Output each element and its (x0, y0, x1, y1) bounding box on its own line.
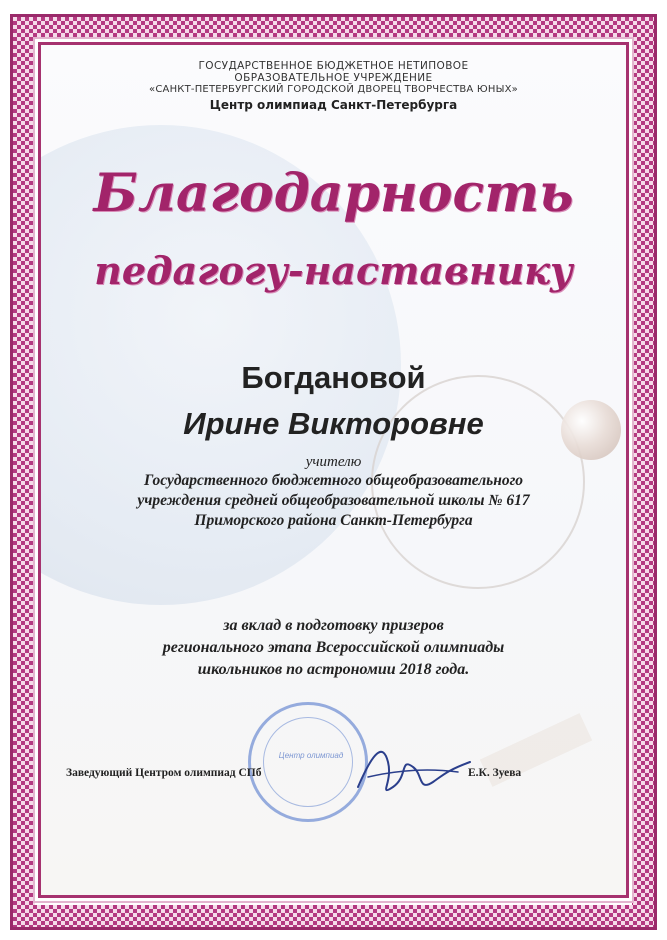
recipient-given-names: Ирине Викторовне (183, 406, 484, 441)
certificate-title: Благодарность (93, 163, 574, 224)
signatory-position: Заведующий Центром олимпиад СПб (66, 767, 262, 779)
certificate-content (38, 42, 629, 898)
school-line-1: Государственного бюджетного общеобразовательного (143, 472, 524, 489)
recipient-role: учителю (305, 454, 362, 470)
signatory-name: Е.К. Зуева (468, 767, 522, 779)
organization-line-2: ОБРАЗОВАТЕЛЬНОЕ УЧРЕЖДЕНИЕ (234, 72, 433, 84)
school-line-2: учреждения средней общеобразовательной школы № 617 (137, 492, 530, 509)
reason-line-2: регионального этапа Всероссийской олимпиады (162, 639, 505, 656)
reason-line-3: школьников по астрономии 2018 года. (197, 661, 470, 678)
stamp-text: Центр олимпиад (278, 751, 344, 760)
certificate-subtitle: педагогу-наставнику (94, 248, 573, 293)
organization-center-name: Центр олимпиад Санкт-Петербурга (209, 98, 458, 112)
school-line-3: Приморского района Санкт-Петербурга (194, 512, 473, 529)
signature-row (38, 764, 629, 784)
reason-line-1: за вклад в подготовку призеров (223, 617, 444, 634)
recipient-surname: Богдановой (241, 360, 426, 395)
organization-line-1: ГОСУДАРСТВЕННОЕ БЮДЖЕТНОЕ НЕТИПОВОЕ (198, 60, 469, 72)
organization-line-3: «САНКТ-ПЕТЕРБУРГСКИЙ ГОРОДСКОЙ ДВОРЕЦ ТВОРЧЕСТВА ЮНЫХ» (149, 84, 518, 95)
